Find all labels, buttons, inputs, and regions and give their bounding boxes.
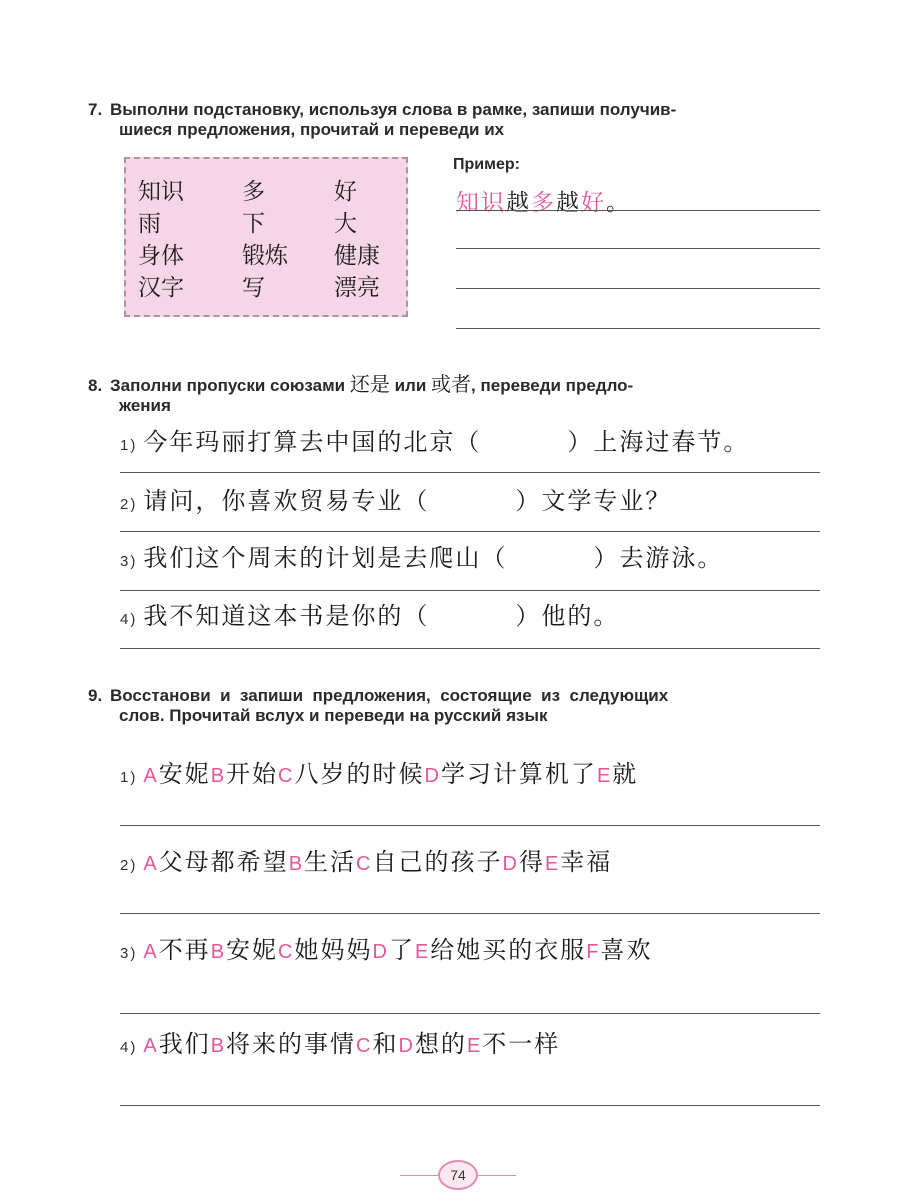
option-letter: F bbox=[586, 941, 601, 963]
box-word: 雨 bbox=[138, 211, 161, 237]
task9-title-line2: слов. Прочитай вслух и переведи на русский язык bbox=[119, 706, 548, 725]
task8-item-2 bbox=[120, 481, 671, 516]
paren-close: ） bbox=[593, 544, 620, 572]
option-letter: A bbox=[143, 1035, 159, 1057]
option-letter: B bbox=[210, 765, 227, 787]
option-letter: D bbox=[502, 853, 519, 875]
option-word: 父母都希望 bbox=[158, 848, 289, 876]
item-index: 1) bbox=[120, 769, 138, 786]
conjunction-huozhe: 或者 bbox=[431, 372, 472, 396]
option-letter: E bbox=[466, 1035, 483, 1057]
task7-title bbox=[88, 100, 828, 140]
option-letter: C bbox=[356, 1035, 373, 1057]
box-word: 知识 bbox=[138, 179, 184, 205]
answer-line bbox=[120, 825, 820, 826]
option-letter: A bbox=[143, 853, 159, 875]
box-word: 多 bbox=[242, 179, 265, 205]
page-number: 74 bbox=[438, 1160, 478, 1190]
task9-item-4 bbox=[120, 1024, 560, 1059]
answer-line bbox=[120, 648, 820, 649]
sentence-before: 我不知道这本书是你的 bbox=[143, 602, 404, 630]
sentence-before: 请问，你喜欢贸易专业 bbox=[143, 487, 404, 515]
option-word: 八岁的时候 bbox=[294, 760, 425, 788]
option-word: 不再 bbox=[158, 936, 211, 964]
option-word: 想的 bbox=[414, 1030, 467, 1058]
answer-line bbox=[120, 472, 820, 473]
option-letter: E bbox=[414, 941, 431, 963]
task8-title bbox=[88, 374, 828, 416]
sentence-after: 上海过春节。 bbox=[593, 428, 750, 456]
option-letter: D bbox=[372, 941, 389, 963]
item-index: 2) bbox=[120, 857, 138, 874]
paren-open: （ bbox=[403, 487, 430, 515]
task8-title-line2: жения bbox=[119, 396, 171, 415]
box-word: 下 bbox=[242, 211, 265, 237]
box-word: 健康 bbox=[334, 243, 380, 269]
paren-close: ） bbox=[515, 487, 542, 515]
option-word: 了 bbox=[388, 936, 415, 964]
task8-number: 8. bbox=[88, 376, 103, 395]
option-word: 安妮 bbox=[226, 936, 279, 964]
item-index: 4) bbox=[120, 611, 138, 628]
option-word: 喜欢 bbox=[600, 936, 653, 964]
example-word: 越 bbox=[556, 190, 581, 216]
option-letter: C bbox=[278, 941, 295, 963]
page-number-rule-left bbox=[400, 1175, 438, 1176]
paren-close: ） bbox=[567, 428, 594, 456]
answer-line bbox=[120, 1105, 820, 1106]
sentence-before: 今年玛丽打算去中国的北京 bbox=[143, 428, 456, 456]
task8-title-part1: Заполни пропуски союзами bbox=[110, 376, 346, 395]
example-word: 越 bbox=[506, 190, 531, 216]
option-word: 她妈妈 bbox=[294, 936, 373, 964]
option-letter: A bbox=[143, 765, 159, 787]
item-index: 3) bbox=[120, 553, 138, 570]
task9-title bbox=[88, 686, 828, 726]
page-number-rule-right bbox=[478, 1175, 516, 1176]
task9-title-line1: Восстанови и запиши предложения, состоящие из следующих bbox=[110, 686, 669, 705]
example-word: 。 bbox=[606, 190, 631, 216]
answer-line bbox=[456, 248, 820, 249]
box-word: 大 bbox=[334, 211, 357, 237]
sentence-after: 去游泳。 bbox=[619, 544, 724, 572]
item-index: 4) bbox=[120, 1039, 138, 1056]
task9-item-3 bbox=[120, 930, 653, 965]
option-letter: B bbox=[210, 941, 227, 963]
task9-item-1 bbox=[120, 754, 638, 789]
sentence-after: 他的。 bbox=[541, 602, 620, 630]
option-letter: D bbox=[424, 765, 441, 787]
example-sentence bbox=[456, 184, 631, 217]
item-index: 1) bbox=[120, 437, 138, 454]
sentence-before: 我们这个周末的计划是去爬山 bbox=[143, 544, 482, 572]
answer-line bbox=[456, 328, 820, 329]
example-word: 知识 bbox=[456, 190, 506, 216]
task8-item-3 bbox=[120, 538, 723, 573]
conjunction-haishi: 还是 bbox=[349, 372, 390, 396]
example-label: Пример: bbox=[453, 156, 520, 173]
option-word: 安妮 bbox=[158, 760, 211, 788]
paren-open: （ bbox=[481, 544, 508, 572]
box-word: 锻炼 bbox=[242, 243, 288, 269]
example-word: 多 bbox=[531, 190, 556, 216]
option-letter: E bbox=[544, 853, 561, 875]
task9-item-2 bbox=[120, 842, 612, 877]
task9-number: 9. bbox=[88, 686, 103, 705]
task8-title-or: или bbox=[394, 376, 427, 395]
task7-number: 7. bbox=[88, 100, 103, 119]
example-word: 好 bbox=[581, 190, 606, 216]
option-word: 幸福 bbox=[560, 848, 613, 876]
answer-line bbox=[456, 288, 820, 289]
option-letter: A bbox=[143, 941, 159, 963]
option-word: 将来的事情 bbox=[226, 1030, 357, 1058]
answer-line bbox=[120, 590, 820, 591]
option-letter: B bbox=[288, 853, 305, 875]
task8-item-1 bbox=[120, 422, 749, 457]
paren-close: ） bbox=[515, 602, 542, 630]
answer-line bbox=[120, 913, 820, 914]
option-word: 就 bbox=[612, 760, 639, 788]
option-word: 给她买的衣服 bbox=[430, 936, 587, 964]
option-word: 开始 bbox=[226, 760, 279, 788]
box-word: 汉字 bbox=[138, 275, 184, 301]
answer-line bbox=[120, 531, 820, 532]
option-word: 不一样 bbox=[482, 1030, 561, 1058]
sentence-after: 文学专业？ bbox=[541, 487, 672, 515]
option-letter: C bbox=[278, 765, 295, 787]
option-word: 我们 bbox=[158, 1030, 211, 1058]
box-word: 漂亮 bbox=[334, 275, 380, 301]
option-letter: D bbox=[398, 1035, 415, 1057]
item-index: 2) bbox=[120, 496, 138, 513]
word-box bbox=[124, 157, 408, 317]
box-word: 好 bbox=[334, 179, 357, 205]
answer-line bbox=[456, 210, 820, 211]
box-word: 写 bbox=[242, 275, 265, 301]
option-letter: C bbox=[356, 853, 373, 875]
box-word: 身体 bbox=[138, 243, 184, 269]
option-word: 自己的孩子 bbox=[372, 848, 503, 876]
answer-line bbox=[120, 1013, 820, 1014]
paren-open: （ bbox=[403, 602, 430, 630]
option-letter: B bbox=[210, 1035, 227, 1057]
task8-title-part2: , переведи предло- bbox=[471, 376, 634, 395]
task7-title-line1: Выполни подстановку, используя слова в рамке, запиши получив- bbox=[110, 100, 677, 119]
option-word: 学习计算机了 bbox=[440, 760, 597, 788]
option-word: 生活 bbox=[304, 848, 357, 876]
option-word: 得 bbox=[518, 848, 545, 876]
task8-item-4 bbox=[120, 596, 619, 631]
item-index: 3) bbox=[120, 945, 138, 962]
option-word: 和 bbox=[372, 1030, 399, 1058]
task7-title-line2: шиеся предложения, прочитай и переведи их bbox=[119, 120, 505, 139]
paren-open: （ bbox=[455, 428, 482, 456]
option-letter: E bbox=[596, 765, 613, 787]
